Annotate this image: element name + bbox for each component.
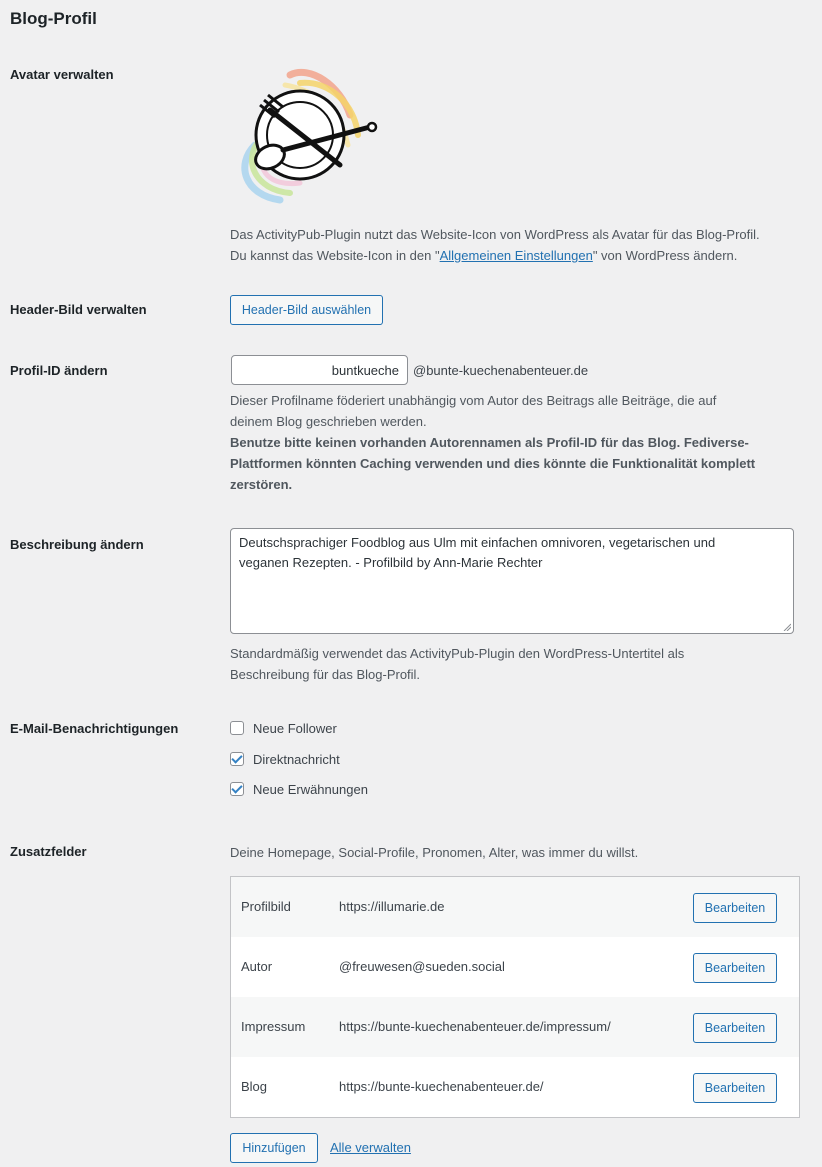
checkbox-checked-icon[interactable] — [230, 782, 244, 796]
table-row: Blog https://bunte-kuechenabenteuer.de/ Bearbeiten — [231, 1057, 799, 1117]
avatar-label: Avatar verwalten — [10, 67, 114, 82]
profile-id-domain: @bunte-kuechenabenteuer.de — [413, 363, 589, 378]
extra-fields-label: Zusatzfelder — [10, 844, 87, 859]
profile-id-input[interactable] — [231, 355, 408, 385]
edit-button[interactable]: Bearbeiten — [693, 1073, 777, 1103]
header-image-label: Header-Bild verwalten — [10, 302, 147, 317]
description-label: Beschreibung ändern — [10, 537, 144, 552]
profile-id-label: Profil-ID ändern — [10, 363, 108, 378]
edit-button[interactable]: Bearbeiten — [693, 893, 777, 923]
extra-fields-description: Deine Homepage, Social-Profile, Pronomen, Alter, was immer du willst. — [230, 845, 639, 860]
description-textarea[interactable]: Deutschsprachiger Foodblog aus Ulm mit einfachen omnivoren, vegetarischen und veganen Rezepten. - Profilbild by Ann-Marie Rechter — [230, 528, 794, 634]
profile-id-description: Dieser Profilname föderiert unabhängig vom Autor des Beitrags alle Beiträge, die auf deinem Blog geschrieben werden. Benutze bitte keinen vorhanden Autorennamen als Profil-ID für das Blog. Fediverse- Plattformen könnten Caching verwenden und dies könnte die Funktionalität komplett zerstören. — [230, 390, 790, 495]
page-title: Blog-Profil — [10, 9, 97, 28]
checkbox-icon[interactable] — [230, 721, 244, 735]
checkbox-new-mentions[interactable]: Neue Erwähnungen — [230, 780, 368, 798]
resize-handle-icon[interactable] — [783, 623, 791, 631]
table-row: Impressum https://bunte-kuechenabenteuer.de/impressum/ Bearbeiten — [231, 997, 799, 1057]
extra-fields-table — [230, 876, 800, 1118]
select-header-image-button[interactable]: Header-Bild auswählen — [230, 295, 383, 325]
checkbox-checked-icon[interactable] — [230, 752, 244, 766]
checkbox-new-follower[interactable]: Neue Follower — [230, 719, 337, 737]
manage-all-link[interactable]: Alle verwalten — [330, 1140, 411, 1155]
email-notifications-label: E-Mail-Benachrichtigungen — [10, 721, 179, 736]
table-row: Profilbild https://illumarie.de Bearbeiten — [231, 877, 799, 937]
checkbox-direct-message[interactable]: Direktnachricht — [230, 750, 340, 768]
avatar-description: Das ActivityPub-Plugin nutzt das Website-Icon von WordPress als Avatar für das Blog-Profil. Du kannst das Website-Icon in den "Allgemeinen Einstellungen" von WordPress ändern. — [230, 227, 760, 263]
edit-button[interactable]: Bearbeiten — [693, 953, 777, 983]
add-field-button[interactable]: Hinzufügen — [230, 1133, 318, 1163]
table-row: Autor @freuwesen@sueden.social Bearbeiten — [231, 937, 799, 997]
description-help: Standardmäßig verwendet das ActivityPub-Plugin den WordPress-Untertitel als Beschreibung für das Blog-Profil. — [230, 646, 685, 682]
general-settings-link[interactable]: Allgemeinen Einstellungen — [439, 248, 593, 263]
edit-button[interactable]: Bearbeiten — [693, 1013, 777, 1043]
profile-id-warning: Benutze bitte keinen vorhanden Autorennamen als Profil-ID für das Blog. Fediverse- — [230, 435, 749, 450]
plate-cutlery-icon — [230, 65, 380, 205]
avatar-image — [230, 65, 380, 205]
